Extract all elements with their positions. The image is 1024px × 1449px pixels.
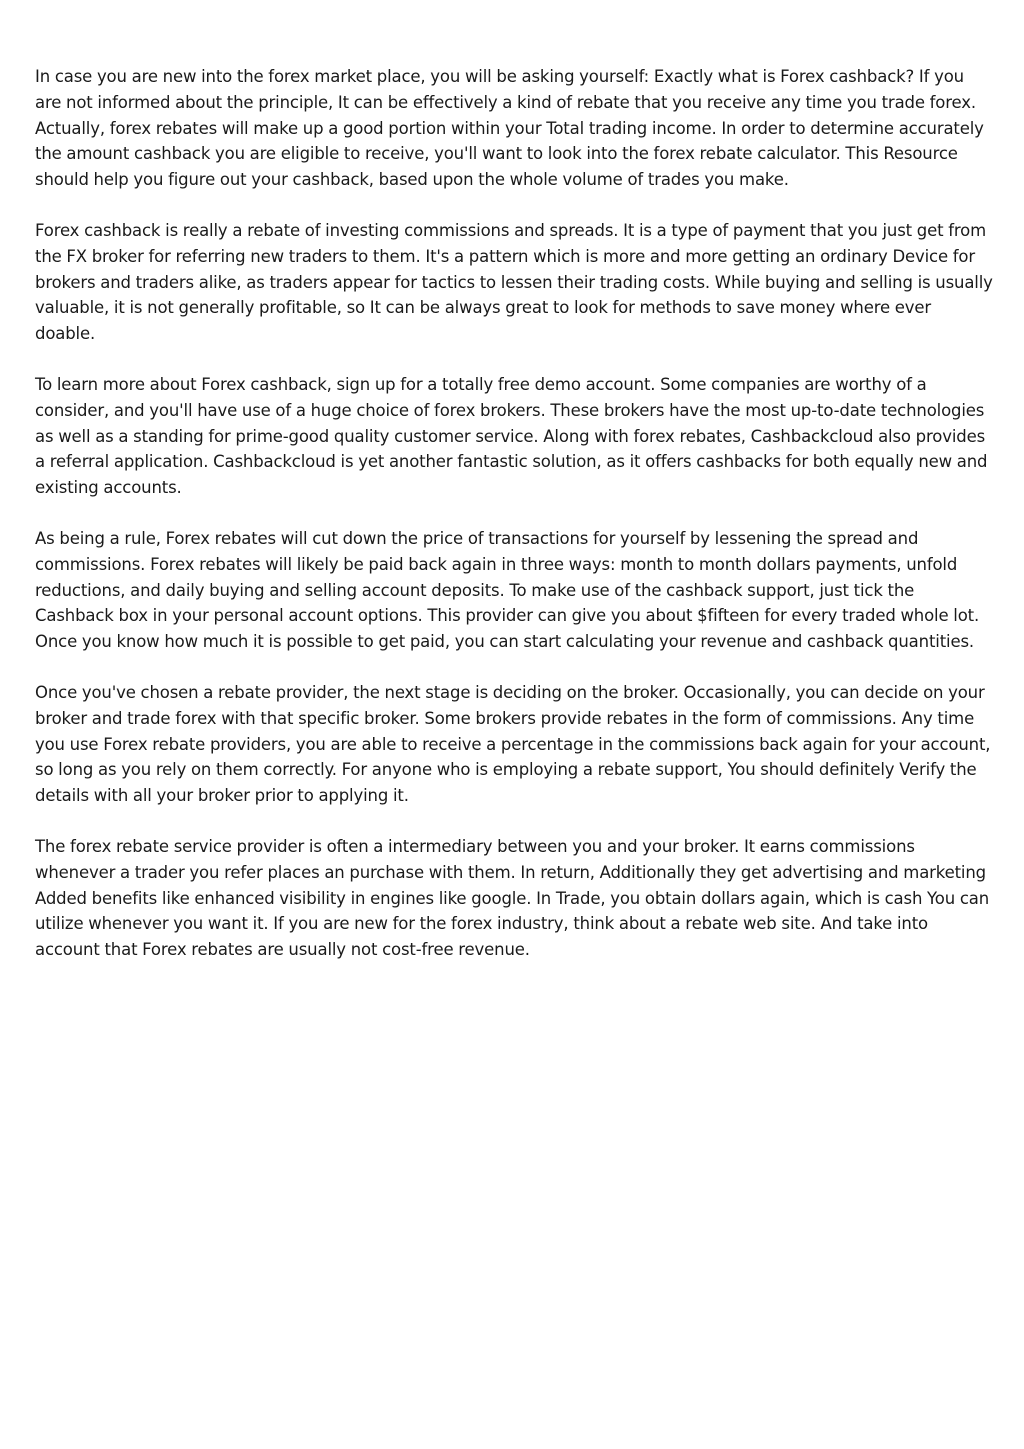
paragraph-3: To learn more about Forex cashback, sign up for a totally free demo account. Some companies are worthy of a consider, and you'll have use of a huge choice of forex brokers. These brokers have the most up-to-date technologies as well as a standing for prime-good quality customer service. Along with forex rebates, Cashbackcloud also provides a referral application. Cashbackcloud is yet another fantastic solution, as it offers cashbacks for both equally new and existing accounts. [35, 374, 988, 498]
paragraph-1: In case you are new into the forex market place, you will be asking yourself: Exactly what is Forex cashback? If you are not informed about the principle, It can be effectively a kind of rebate that you receive any time you trade forex. Actually, forex rebates will make up a good portion within your Total trading income. In order to determine accurately the amount cashback you are eligible to receive, you'll want to look into the forex rebate calculator. This Resource should help you figure out your cashback, based upon the whole volume of trades you make. [35, 67, 984, 190]
document-body [35, 64, 993, 988]
paragraph-2: Forex cashback is really a rebate of investing commissions and spreads. It is a type of payment that you just get from the FX broker for referring new traders to them. It's a pattern which is more and more getting an ordinary Device for brokers and traders alike, as traders appear for tactics to lessen their trading costs. While buying and selling is usually valuable, it is not generally profitable, so It can be always great to look for methods to save money where ever doable. [35, 220, 993, 344]
paragraph-5: Once you've chosen a rebate provider, the next stage is deciding on the broker. Occasionally, you can decide on your broker and trade forex with that specific broker. Some brokers provide rebates in the form of commissions. Any time you use Forex rebate providers, you are able to receive a percentage in the commissions back again for your account, so long as you rely on them correctly. For anyone who is employing a rebate support, You should definitely Verify the details with all your broker prior to applying it. [35, 682, 991, 806]
paragraph-6: The forex rebate service provider is often a intermediary between you and your broker. It earns commissions whenever a trader you refer places an purchase with them. In return, Additionally they get advertising and marketing Added benefits like enhanced visibility in engines like google. In Trade, you obtain dollars again, which is cash You can utilize whenever you want it. If you are new for the forex industry, think about a rebate web site. And take into account that Forex rebates are usually not cost-free revenue. [35, 836, 990, 960]
paragraph-4: As being a rule, Forex rebates will cut down the price of transactions for yourself by lessening the spread and commissions. Forex rebates will likely be paid back again in three ways: month to month dollars payments, unfold reductions, and daily buying and selling account deposits. To make use of the cashback support, just tick the Cashback box in your personal account options. This provider can give you about $fifteen for every traded whole lot. Once you know how much it is possible to get paid, you can start calculating your revenue and cashback quantities. [35, 528, 980, 652]
